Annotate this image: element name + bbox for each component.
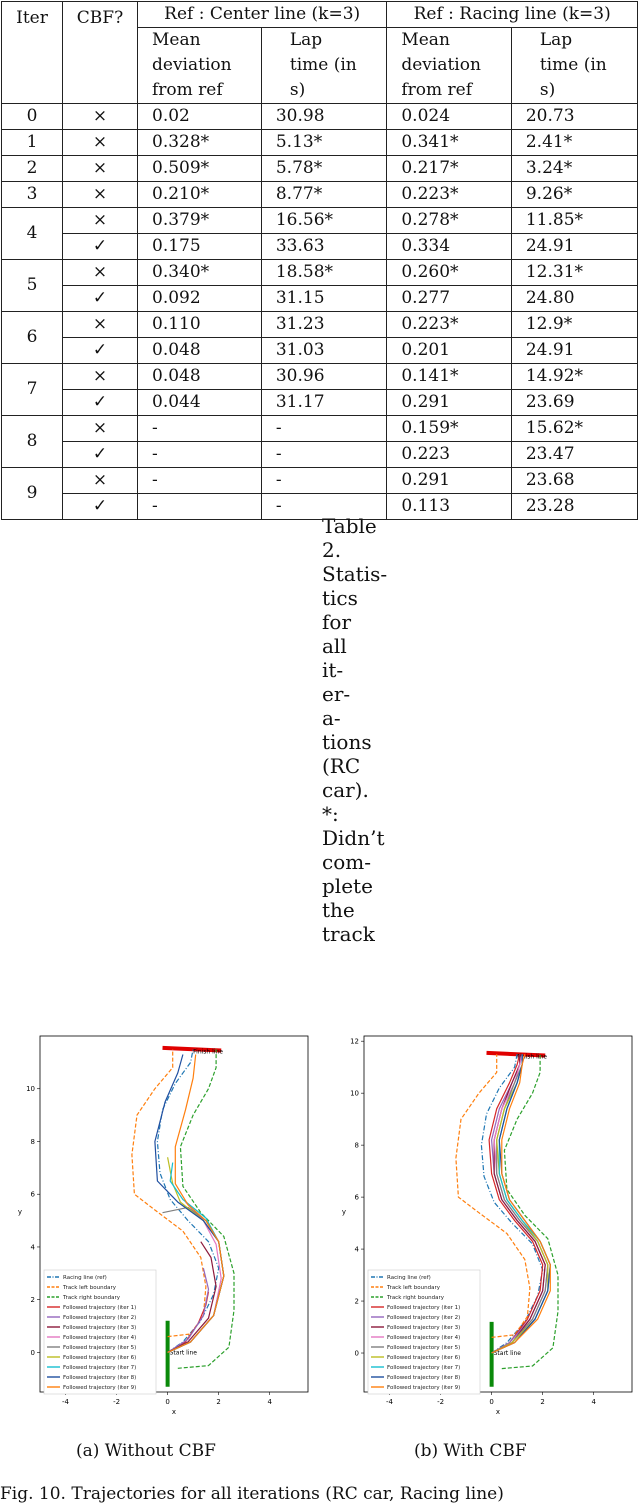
header-line: deviation [152, 55, 232, 75]
header-cbf: CBF? [63, 2, 138, 104]
cell-center-lap-time: 31.03 [261, 338, 386, 364]
cell-racing-lap-time: 24.80 [511, 286, 637, 312]
cell-center-deviation: - [138, 494, 262, 520]
cell-cbf: × [63, 312, 138, 338]
legend-label: Followed trajectory (iter 4) [387, 1335, 461, 1341]
cell-center-deviation: 0.044 [138, 390, 262, 416]
y-tick-label: 4 [30, 1243, 35, 1252]
table-row [2, 416, 638, 442]
x-axis-label: x [171, 1408, 177, 1416]
table-row [2, 442, 638, 468]
cell-cbf: × [63, 130, 138, 156]
finish-line-label: Finish line [517, 1053, 547, 1061]
legend-label: Followed trajectory (iter 9) [387, 1385, 461, 1391]
x-tick-label: 2 [216, 1398, 221, 1406]
cell-center-deviation: - [138, 468, 262, 494]
cell-center-deviation: 0.048 [138, 338, 262, 364]
legend-label: Followed trajectory (iter 2) [387, 1315, 461, 1321]
caption-line: plete [322, 874, 373, 898]
header-line: s) [289, 80, 306, 100]
x-tick-label: -4 [62, 1398, 70, 1406]
trajectory-plot-without-cbf [14, 1030, 312, 1418]
cell-center-lap-time: 30.98 [261, 104, 386, 130]
legend-label: Followed trajectory (iter 8) [63, 1375, 137, 1381]
header-iter: Iter [2, 2, 63, 104]
x-tick-label: -4 [386, 1398, 394, 1406]
y-tick-label: 2 [354, 1297, 359, 1306]
cell-racing-lap-time: 12.9* [511, 312, 637, 338]
cell-racing-deviation: 0.217* [387, 156, 512, 182]
header-line: from ref [401, 80, 472, 100]
header-line: s) [539, 80, 556, 100]
table-row [2, 156, 638, 182]
x-tick-label: -2 [113, 1398, 121, 1406]
cell-center-lap-time: 33.63 [261, 234, 386, 260]
y-tick-label: 0 [30, 1348, 35, 1357]
statistics-table [1, 1, 638, 520]
caption-line: the [322, 898, 355, 922]
y-tick-label: 0 [354, 1349, 359, 1358]
caption-line: all [322, 634, 347, 658]
legend-label: Racing line (ref) [63, 1275, 107, 1281]
table-row [2, 208, 638, 234]
legend-label: Track left boundary [387, 1285, 441, 1291]
cell-racing-deviation: 0.223* [387, 182, 512, 208]
cell-racing-deviation: 0.223* [387, 312, 512, 338]
cell-center-lap-time: - [261, 442, 386, 468]
cell-iter: 9 [2, 468, 63, 520]
cell-racing-lap-time: 3.24* [511, 156, 637, 182]
caption-line: tions [322, 730, 372, 754]
cell-center-lap-time: 30.96 [261, 364, 386, 390]
cell-center-deviation: - [138, 416, 262, 442]
figure-caption: Fig. 10. Trajectories for all iterations (RC car, Racing line) [0, 1484, 504, 1504]
legend-label: Followed trajectory (iter 2) [63, 1315, 137, 1321]
cell-center-lap-time: - [261, 416, 386, 442]
cell-racing-lap-time: 23.28 [511, 494, 637, 520]
cell-center-deviation: - [138, 442, 262, 468]
caption-line: a- [322, 706, 341, 730]
table-row [2, 234, 638, 260]
cell-racing-deviation: 0.291 [387, 390, 512, 416]
cell-racing-lap-time: 24.91 [511, 338, 637, 364]
legend-label: Followed trajectory (iter 5) [63, 1345, 137, 1351]
cell-center-lap-time: 8.77* [261, 182, 386, 208]
cell-racing-deviation: 0.291 [387, 468, 512, 494]
legend-label: Track right boundary [387, 1295, 445, 1301]
cell-center-deviation: 0.02 [138, 104, 262, 130]
cell-racing-lap-time: 23.47 [511, 442, 637, 468]
figure-b [338, 1030, 636, 1418]
legend-label: Track right boundary [63, 1295, 121, 1301]
cell-racing-deviation: 0.159* [387, 416, 512, 442]
start-line-label: Start line [493, 1350, 522, 1358]
table-row [2, 182, 638, 208]
start-line-label: Start line [169, 1349, 198, 1357]
caption-line: car). [322, 778, 369, 802]
cell-racing-lap-time: 23.68 [511, 468, 637, 494]
table-header-row [2, 2, 638, 28]
x-tick-label: 2 [540, 1398, 545, 1406]
cell-racing-lap-time: 23.69 [511, 390, 637, 416]
caption-line: Table 2. [322, 514, 377, 562]
x-tick-label: 0 [165, 1398, 170, 1406]
cell-center-deviation: 0.048 [138, 364, 262, 390]
cell-center-deviation: 0.509* [138, 156, 262, 182]
cell-racing-lap-time: 24.91 [511, 234, 637, 260]
cell-center-lap-time: 5.78* [261, 156, 386, 182]
caption-line: Didn’t [322, 826, 385, 850]
x-tick-label: 4 [591, 1398, 596, 1406]
legend-label: Followed trajectory (iter 6) [387, 1355, 461, 1361]
cell-iter: 2 [2, 156, 63, 182]
y-tick-label: 6 [354, 1193, 359, 1202]
cell-racing-deviation: 0.260* [387, 260, 512, 286]
cell-iter: 5 [2, 260, 63, 312]
table-row [2, 104, 638, 130]
table-row [2, 130, 638, 156]
y-tick-label: 4 [354, 1245, 359, 1254]
caption-line: it- [322, 658, 344, 682]
cell-iter: 4 [2, 208, 63, 260]
y-tick-label: 10 [350, 1089, 359, 1098]
header-lap-time [261, 28, 386, 104]
cell-racing-lap-time: 11.85* [511, 208, 637, 234]
cell-racing-deviation: 0.141* [387, 364, 512, 390]
trajectory-plot-with-cbf [338, 1030, 636, 1418]
header-line: from ref [152, 80, 223, 100]
caption-line: (RC [322, 754, 361, 778]
cell-cbf: × [63, 260, 138, 286]
cell-racing-lap-time: 20.73 [511, 104, 637, 130]
cell-center-deviation: 0.110 [138, 312, 262, 338]
caption-line: *: [322, 802, 339, 826]
cell-center-lap-time: - [261, 494, 386, 520]
cell-iter: 1 [2, 130, 63, 156]
x-axis-label: x [495, 1408, 501, 1416]
cell-racing-deviation: 0.277 [387, 286, 512, 312]
cell-racing-deviation: 0.024 [387, 104, 512, 130]
cell-racing-deviation: 0.334 [387, 234, 512, 260]
y-tick-label: 8 [354, 1141, 359, 1150]
finish-line-label: Finish line [193, 1048, 223, 1056]
caption-line: tics [322, 586, 358, 610]
legend-label: Followed trajectory (iter 1) [387, 1305, 461, 1311]
cell-center-deviation: 0.175 [138, 234, 262, 260]
y-tick-label: 12 [350, 1037, 359, 1046]
legend-label: Followed trajectory (iter 3) [387, 1325, 461, 1331]
cell-center-lap-time: 16.56* [261, 208, 386, 234]
header-racing-line: Ref : Racing line (k=3) [387, 2, 638, 28]
header-line: deviation [401, 55, 481, 75]
cell-racing-lap-time: 14.92* [511, 364, 637, 390]
caption-line: track [322, 922, 375, 946]
table-row [2, 312, 638, 338]
cell-cbf: × [63, 364, 138, 390]
caption-line: er- [322, 682, 351, 706]
cell-center-lap-time: 31.15 [261, 286, 386, 312]
cell-racing-deviation: 0.341* [387, 130, 512, 156]
cell-cbf: ✓ [63, 442, 138, 468]
table-row [2, 390, 638, 416]
header-line: Mean [152, 30, 201, 50]
cell-cbf: ✓ [63, 234, 138, 260]
header-line: Mean [401, 30, 450, 50]
y-tick-label: 10 [26, 1085, 35, 1094]
cell-cbf: ✓ [63, 390, 138, 416]
table-row [2, 468, 638, 494]
cell-iter: 7 [2, 364, 63, 416]
y-axis-label: y [341, 1208, 347, 1216]
header-lap-time [511, 28, 637, 104]
header-mean-deviation [138, 28, 262, 104]
cell-cbf: ✓ [63, 494, 138, 520]
y-tick-label: 6 [30, 1190, 35, 1199]
table-row [2, 286, 638, 312]
legend-label: Followed trajectory (iter 4) [63, 1335, 137, 1341]
legend-label: Followed trajectory (iter 1) [63, 1305, 137, 1311]
legend-label: Followed trajectory (iter 5) [387, 1345, 461, 1351]
legend-label: Followed trajectory (iter 9) [63, 1385, 137, 1391]
legend-label: Track left boundary [63, 1285, 117, 1291]
cell-racing-lap-time: 12.31* [511, 260, 637, 286]
x-tick-label: 0 [489, 1398, 494, 1406]
cell-cbf: ✓ [63, 286, 138, 312]
subcaption-a: (a) Without CBF [76, 1441, 216, 1461]
cell-cbf: × [63, 104, 138, 130]
table-body [2, 104, 638, 520]
cell-cbf: ✓ [63, 338, 138, 364]
y-tick-label: 2 [30, 1296, 35, 1305]
figure-a [14, 1030, 312, 1418]
x-tick-label: 4 [267, 1398, 272, 1406]
cell-center-deviation: 0.328* [138, 130, 262, 156]
cell-center-lap-time: 31.23 [261, 312, 386, 338]
y-tick-label: 8 [30, 1137, 35, 1146]
caption-line: com- [322, 850, 371, 874]
caption-line: Statis- [322, 562, 388, 586]
cell-cbf: × [63, 208, 138, 234]
table-row [2, 260, 638, 286]
cell-center-deviation: 0.210* [138, 182, 262, 208]
legend-label: Followed trajectory (iter 8) [387, 1375, 461, 1381]
header-line: time (in [289, 55, 357, 75]
legend-label: Followed trajectory (iter 3) [63, 1325, 137, 1331]
cell-iter: 6 [2, 312, 63, 364]
legend-label: Followed trajectory (iter 6) [63, 1355, 137, 1361]
cell-center-lap-time: - [261, 468, 386, 494]
subcaption-b: (b) With CBF [414, 1441, 527, 1461]
cell-racing-lap-time: 2.41* [511, 130, 637, 156]
cell-cbf: × [63, 156, 138, 182]
cell-center-deviation: 0.379* [138, 208, 262, 234]
header-line: time (in [539, 55, 607, 75]
cell-racing-deviation: 0.278* [387, 208, 512, 234]
cell-racing-lap-time: 15.62* [511, 416, 637, 442]
cell-center-lap-time: 18.58* [261, 260, 386, 286]
cell-racing-deviation: 0.201 [387, 338, 512, 364]
cell-cbf: × [63, 182, 138, 208]
table-caption [322, 514, 402, 946]
caption-line: for [322, 610, 352, 634]
table-row [2, 364, 638, 390]
cell-center-deviation: 0.092 [138, 286, 262, 312]
header-line: Lap [289, 30, 323, 50]
header-mean-deviation [387, 28, 512, 104]
cell-iter: 3 [2, 182, 63, 208]
cell-cbf: × [63, 468, 138, 494]
header-center-line: Ref : Center line (k=3) [138, 2, 387, 28]
cell-iter: 0 [2, 104, 63, 130]
legend-label: Followed trajectory (iter 7) [63, 1365, 137, 1371]
cell-racing-deviation: 0.223 [387, 442, 512, 468]
cell-iter: 8 [2, 416, 63, 468]
table-row [2, 494, 638, 520]
cell-racing-lap-time: 9.26* [511, 182, 637, 208]
cell-center-lap-time: 5.13* [261, 130, 386, 156]
y-axis-label: y [17, 1208, 23, 1216]
table-row [2, 338, 638, 364]
cell-racing-deviation: 0.113 [387, 494, 512, 520]
header-line: Lap [539, 30, 573, 50]
legend-label: Racing line (ref) [387, 1275, 431, 1281]
cell-center-lap-time: 31.17 [261, 390, 386, 416]
x-tick-label: -2 [437, 1398, 445, 1406]
cell-cbf: × [63, 416, 138, 442]
cell-center-deviation: 0.340* [138, 260, 262, 286]
legend-label: Followed trajectory (iter 7) [387, 1365, 461, 1371]
